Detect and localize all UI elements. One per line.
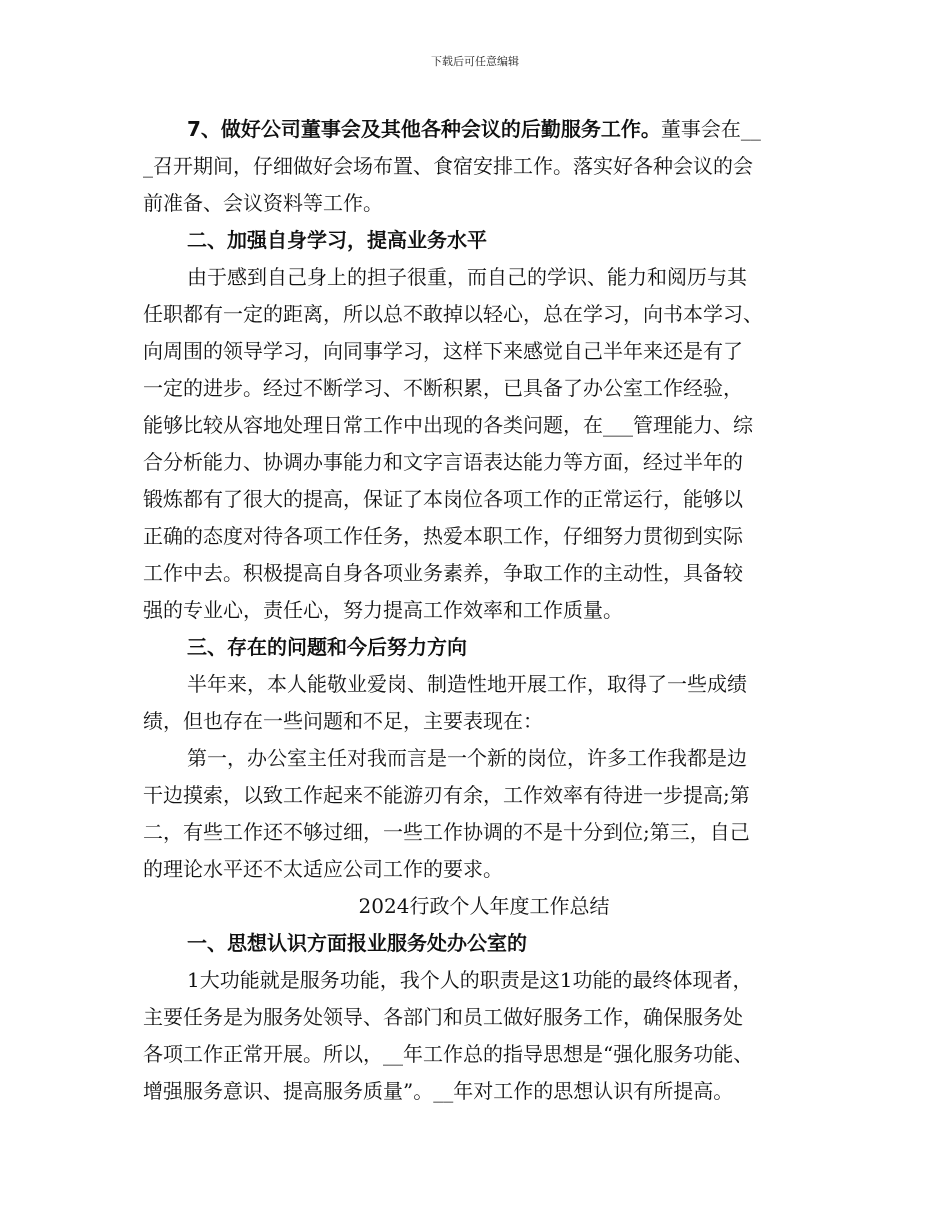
paragraph-line: _召开期间，仔细做好会场布置、食宿安排工作。落实好各种会议的会	[143, 154, 753, 178]
paragraph-line: 由于感到自己身上的担子很重，而自己的学识、能力和阅历与其	[187, 265, 747, 289]
paragraph-line: 二，有些工作还不够过细，一些工作协调的不是十分到位;第三，自己	[143, 820, 750, 844]
paragraph-line: 绩，但也存在一些问题和不足，主要表现在：	[143, 709, 543, 733]
paragraph-line: 工作中去。积极提高自身各项业务素养，争取工作的主动性，具备较	[143, 561, 743, 585]
section-3-heading: 三、存在的问题和今后努力方向	[187, 635, 467, 659]
paragraph-line: 干边摸索，以致工作起来不能游刃有余，工作效率有待进一步提高;第	[143, 783, 750, 807]
section-2-heading: 二、加强自身学习，提高业务水平	[187, 228, 487, 252]
paragraph-line: 的理论水平还不太适应公司工作的要求。	[143, 857, 503, 881]
section-1-heading: 一、思想认识方面报业服务处办公室的	[187, 931, 527, 955]
paragraph-line: 锻炼都有了很大的提高，保证了本岗位各项工作的正常运行，能够以	[143, 487, 743, 511]
paragraph-line: 正确的态度对待各项工作任务，热爱本职工作，仔细努力贯彻到实际	[143, 524, 743, 548]
paragraph-line: 能够比较从容地处理日常工作中出现的各类问题，在___管理能力、综	[143, 413, 753, 437]
paragraph-line: 各项工作正常开展。所以，__年工作总的指导思想是“强化服务功能、	[143, 1042, 754, 1066]
paragraph-line: 强的专业心，责任心，努力提高工作效率和工作质量。	[143, 598, 623, 622]
page-header-note: 下载后可任意编辑	[431, 55, 519, 68]
paragraph-line: 主要任务是为服务处领导、各部门和员工做好服务工作，确保服务处	[143, 1005, 743, 1029]
paragraph-line: 半年来，本人能敬业爱岗、制造性地开展工作，取得了一些成绩	[187, 672, 747, 696]
paragraph-line: 第一，办公室主任对我而言是一个新的岗位，许多工作我都是边	[187, 746, 747, 770]
paragraph-line: 任职都有一定的距离，所以总不敢掉以轻心，总在学习，向书本学习、	[143, 302, 763, 326]
paragraph-line: 1大功能就是服务功能，我个人的职责是这1功能的最终体现者，	[187, 968, 753, 992]
paragraph-line	[187, 117, 877, 141]
document-title: 2024行政个人年度工作总结	[358, 894, 610, 918]
paragraph-line: 增强服务意识、提高服务质量”。__年对工作的思想认识有所提高。	[143, 1079, 734, 1103]
item-7-heading: 7、做好公司董事会及其他各种会议的后勤服务工作。	[187, 117, 661, 141]
paragraph-line: 一定的进步。经过不断学习、不断积累，已具备了办公室工作经验，	[143, 376, 743, 400]
item-7-text: 董事会在__	[660, 117, 761, 141]
paragraph-line: 前准备、会议资料等工作。	[143, 191, 383, 215]
paragraph-line: 合分析能力、协调办事能力和文字言语表达能力等方面，经过半年的	[143, 450, 743, 474]
paragraph-line: 向周围的领导学习，向同事学习，这样下来感觉自己半年来还是有了	[143, 339, 743, 363]
